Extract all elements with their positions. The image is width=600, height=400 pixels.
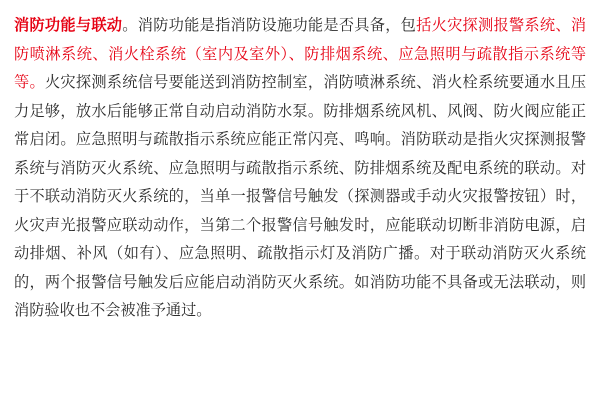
- document-title: 消防功能与联动: [14, 17, 123, 34]
- text-run-4: 火灾探测系统信号要能送到消防控制室，消防喷淋系统、消火栓系统要通水且压力足够，放水后能够正常自动启动消防水泵。防排烟系统风机、风阀、防火阀应能正常启闭。应急照明与疏散指示系统应能正常闪亮、鸣响。消防联动是指火灾探测报警系统与消防灭火系统、应急照明与疏散指示系统、防排烟系统及配电系统的联动。对于不联动消防灭火系统的，当单一报警信号触发（探测器或手动火灾报警按钮）时，火灾声光报警应联动动作，当第二个报警信号触发时，应能联动切断非消防电源，启动排烟、补风（如有）、应急照明、疏散指示灯及消防广播。对于联动消防灭火系统的，两个报警信号触发后应能启动消防灭火系统。如消防功能不具备或无法联动，则消防验收也不会被准予通过。: [14, 74, 587, 319]
- text-run-3-highlight: 外）、防排烟系统、应急照明与疏散指示系统等等。: [14, 45, 587, 91]
- paragraph: [14, 12, 586, 326]
- text-run-2-highlight: 括火灾探测报警系统、消防喷淋系统、消火栓系统（室内及室: [14, 17, 587, 63]
- text-run-1: 。消防功能是指消防设施功能是否具备，包: [122, 17, 417, 34]
